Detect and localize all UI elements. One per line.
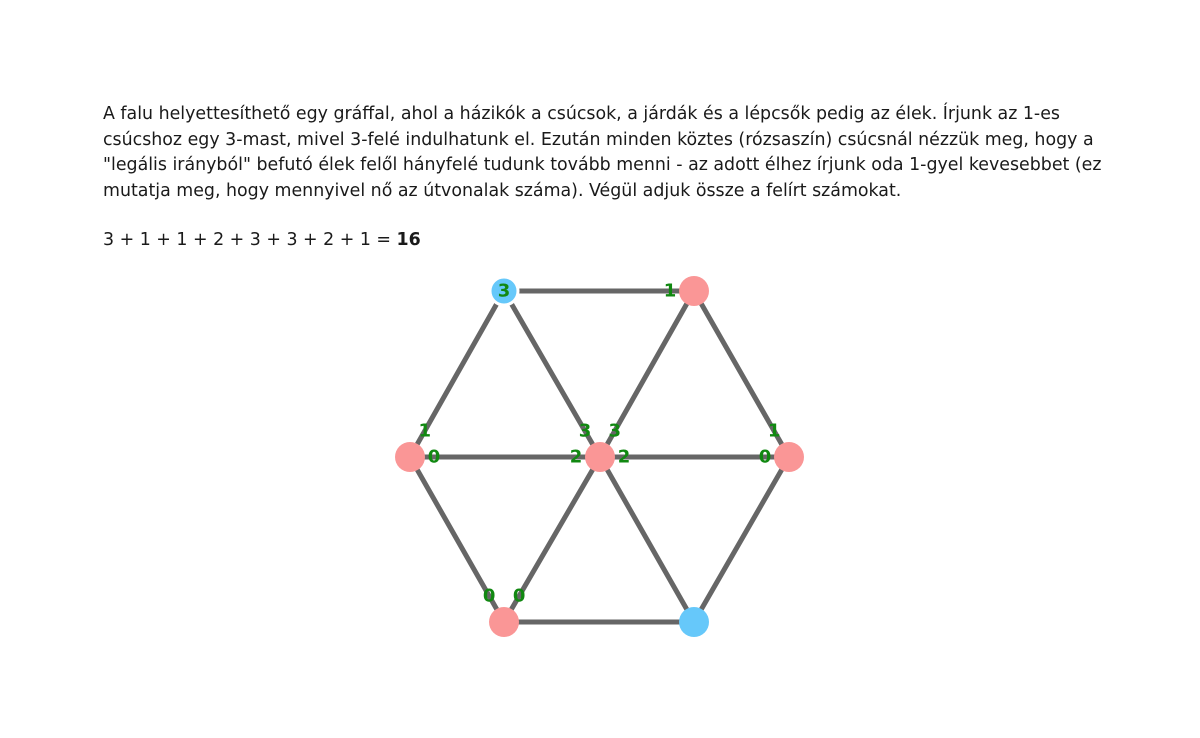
edge-count-label: 1: [663, 280, 677, 302]
equation-result: 16: [396, 230, 421, 250]
node-mid-right: [774, 442, 804, 472]
node-center: [585, 442, 615, 472]
equation-expression: 3 + 1 + 1 + 2 + 3 + 3 + 2 + 1 =: [103, 230, 397, 250]
edge-count-label: 0: [758, 446, 772, 468]
edge-mid-right-bottom-right: [694, 457, 789, 622]
node-mid-left: [395, 442, 425, 472]
node-bottom-left: [489, 607, 519, 637]
edge-count-label: 0: [482, 585, 496, 607]
edge-count-label: 2: [569, 446, 583, 468]
edge-count-label: 1: [418, 420, 432, 442]
edge-count-label: 0: [427, 446, 441, 468]
edge-center-bottom-right: [600, 457, 694, 622]
edge-count-label: 0: [512, 585, 526, 607]
edge-count-label: 3: [497, 280, 511, 302]
edge-count-label: 3: [578, 420, 592, 442]
edge-count-label: 1: [767, 420, 781, 442]
description-text: A falu helyettesíthető egy gráffal, ahol a házikók a csúcsok, a járdák és a lépcsők pedig az élek. Írjunk az 1-es csúcshoz egy 3-mast, mivel 3-felé indulhatunk el. Ezután minden köztes (rózsaszín) csúcsnál nézzük meg, hogy a "legális irányból" befutó élek felől hányfelé tudunk tovább menni - az adott élhez írjunk oda 1-gyel kevesebbet (ez mutatja meg, hogy mennyivel nő az útvonalak száma). Végül adjuk össze a felírt számokat.: [103, 104, 1102, 201]
node-top-right: [679, 276, 709, 306]
node-bottom-right: [679, 607, 709, 637]
edge-count-label: 3: [608, 420, 622, 442]
edge-count-label: 2: [617, 446, 631, 468]
